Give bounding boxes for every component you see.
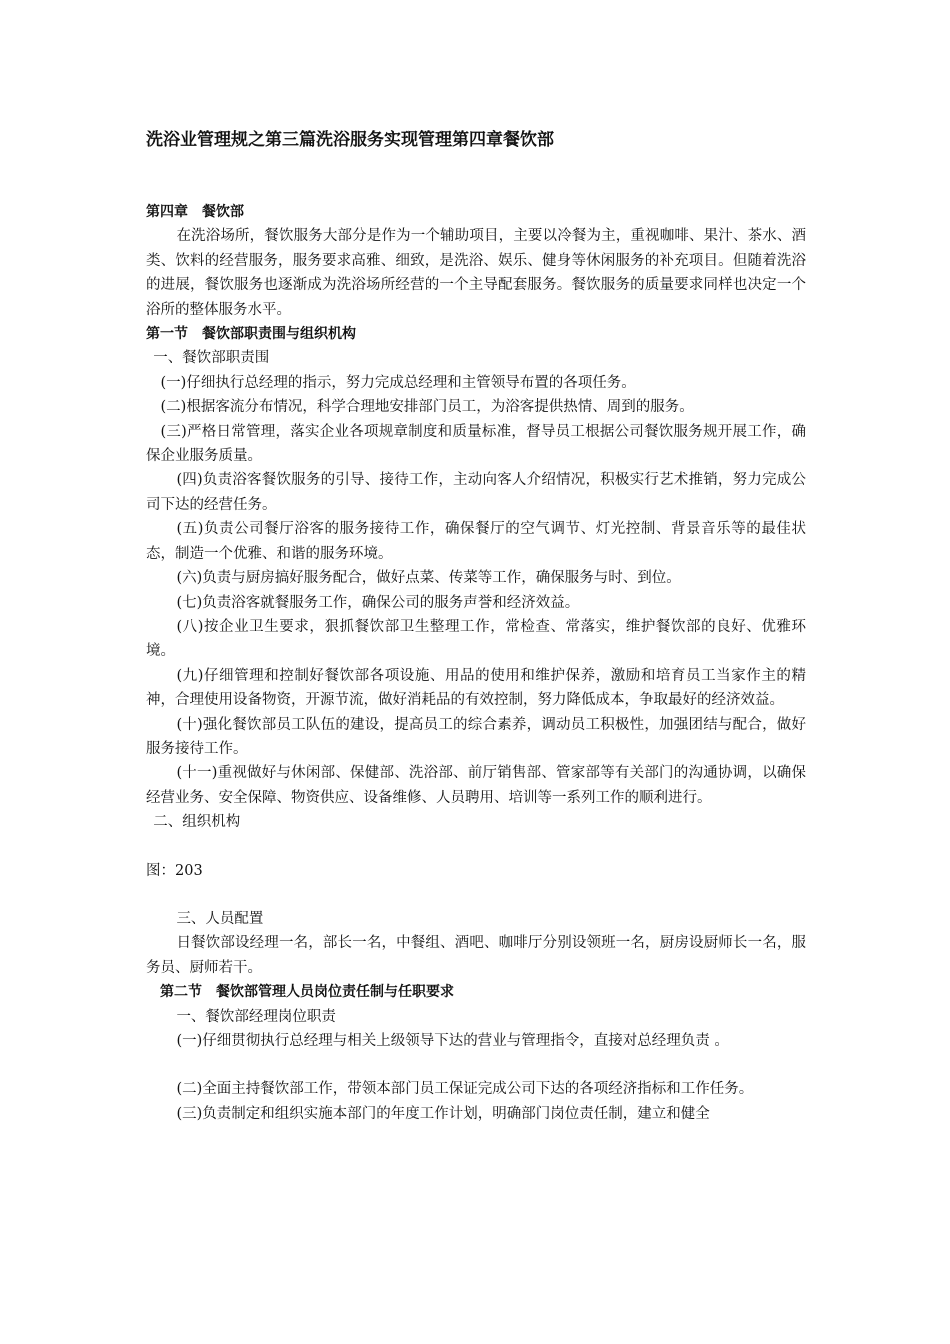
document-title: 洗浴业管理规之第三篇洗浴服务实现管理第四章餐饮部	[146, 130, 554, 150]
spacer	[146, 1053, 806, 1077]
duty-item: (八)按企业卫生要求，狠抓餐饮部卫生整理工作，常检查、常落实，维护餐饮部的良好、优雅环境。	[146, 618, 806, 660]
subsection-heading: 三、人员配置	[176, 910, 264, 927]
duty-item: (五)负责公司餐厅浴客的服务接待工作，确保餐厅的空气调节、灯光控制、背景音乐等的最佳状态，制造一个优雅、和谐的服务环境。	[146, 521, 806, 562]
duty-item: (三)负责制定和组织实施本部门的年度工作计划，明确部门岗位责任制，建立和健全	[176, 1105, 710, 1122]
document-body	[146, 200, 806, 1126]
spacer	[146, 883, 806, 907]
duty-item: (十)强化餐饮部员工队伍的建设，提高员工的综合素养，调动员工积极性，加强团结与配合，做好服务接待工作。	[146, 716, 806, 757]
section-heading: 第二节 餐饮部管理人员岗位责任制与任职要求	[160, 984, 454, 1001]
chapter-heading: 第四章 餐饮部	[146, 204, 244, 220]
intro-paragraph: 在洗浴场所，餐饮服务大部分是作为一个辅助项目，主要以冷餐为主，重视咖啡、果汁、茶水、酒类、饮料的经营服务，服务要求高雅、细致，是洗浴、娱乐、健身等休闲服务的补充项目。但随着洗浴的进展，餐饮服务也逐渐成为洗浴场所经营的一个主导配套服务。餐饮服务的质量要求同样也决定一个浴所的整体服务水平。	[146, 228, 806, 318]
section-heading: 第一节 餐饮部职责围与组织机构	[146, 326, 356, 343]
subsection-heading: 一、餐饮部经理岗位职责	[176, 1008, 336, 1025]
duty-item: (九)仔细管理和控制好餐饮部各项设施、用品的使用和维护保养，激励和培育员工当家作主的精神，合理使用设备物资，开源节流，做好消耗品的有效控制，努力降低成本，争取最好的经济效益。	[146, 667, 806, 709]
figure-reference: 图：203	[146, 862, 203, 879]
duty-item: (二)根据客流分布情况，科学合理地安排部门员工，为浴客提供热情、周到的服务。	[160, 399, 694, 416]
subsection-heading: 一、餐饮部职责围	[153, 350, 270, 367]
duty-item: (一)仔细执行总经理的指示，努力完成总经理和主管领导布置的各项任务。	[160, 374, 636, 391]
duty-item: (一)仔细贯彻执行总经理与相关上级领导下达的营业与管理指令，直接对总经理负责 。	[176, 1033, 729, 1049]
duty-item: (二)全面主持餐饮部工作，带领本部门员工保证完成公司下达的各项经济指标和工作任务。	[176, 1081, 754, 1098]
duty-item: (六)负责与厨房搞好服务配合，做好点菜、传菜等工作，确保服务与时、到位。	[176, 570, 681, 587]
duty-item: (四)负责浴客餐饮服务的引导、接待工作，主动向客人介绍情况，积极实行艺术推销，努力完成公司下达的经营任务。	[146, 472, 806, 513]
duty-item: (十一)重视做好与休闲部、保健部、洗浴部、前厅销售部、管家部等有关部门的沟通协调，以确保经营业务、安全保障、物资供应、设备维修、人员聘用、培训等一系列工作的顺利进行。	[146, 765, 806, 806]
staffing-paragraph: 日餐饮部设经理一名，部长一名，中餐组、酒吧、咖啡厅分别设领班一名，厨房设厨师长一名，服务员、厨师若干。	[146, 935, 806, 976]
subsection-heading: 二、组织机构	[153, 814, 241, 831]
duty-item: (七)负责浴客就餐服务工作，确保公司的服务声誉和经济效益。	[176, 594, 580, 611]
spacer	[146, 835, 806, 859]
duty-item: (三)严格日常管理，落实企业各项规章制度和质量标准，督导员工根据公司餐饮服务规开展工作，确保企业服务质量。	[146, 423, 806, 465]
